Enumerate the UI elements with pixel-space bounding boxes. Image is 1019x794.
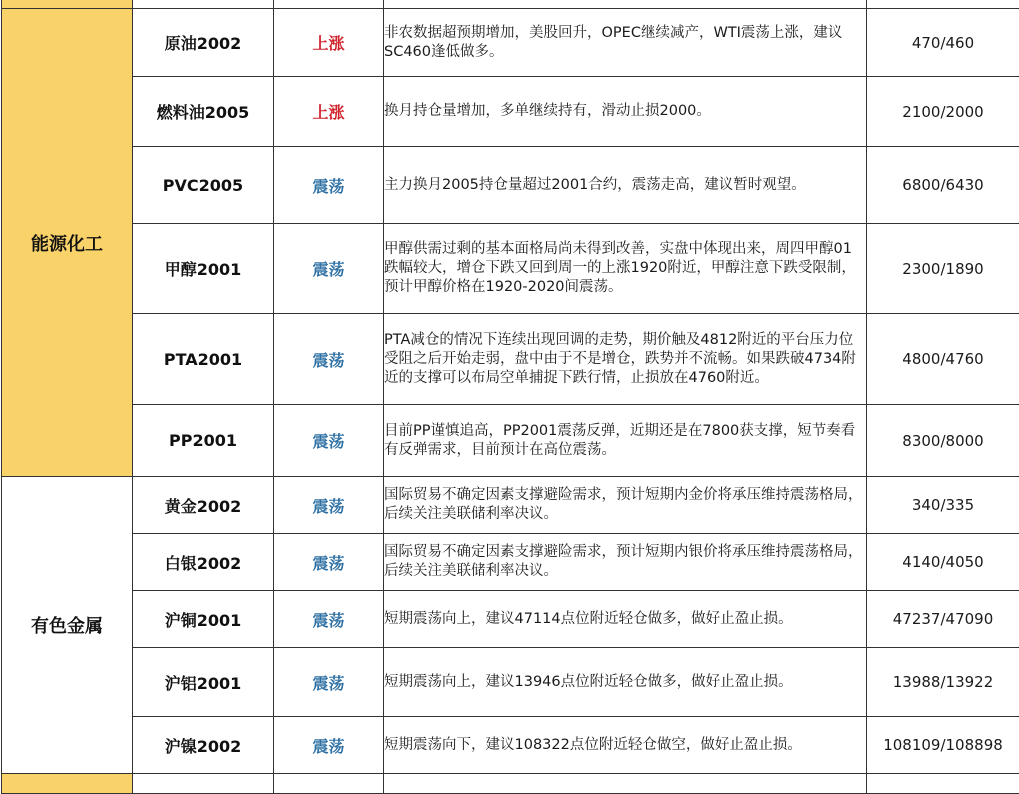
strategy-comment: 主力换月2005持仓量超过2001合约，震荡走高，建议暂时观望。 xyxy=(384,147,867,224)
contract-name: 黄金2002 xyxy=(133,477,274,534)
table-row xyxy=(2,224,1019,314)
strategy-comment: PTA减仓的情况下连续出现回调的走势，期价触及4812附近的平台压力位受阻之后开始走弱，盘中由于不是增仓，跌势并不流畅。如果跌破4734附近的支撑可以布局空单捕捉下跌行情，止损放在4760附近。 xyxy=(384,314,867,405)
price-levels: 340/335 xyxy=(867,477,1019,534)
strategy-comment: 短期震荡向上，建议47114点位附近轻仓做多，做好止盈止损。 xyxy=(384,591,867,648)
contract-name: 白银2002 xyxy=(133,534,274,591)
category-cell-cutoff xyxy=(2,0,133,9)
table-row xyxy=(2,648,1019,717)
price-levels: 108109/108898 xyxy=(867,717,1019,774)
trend-label: 上涨 xyxy=(274,9,384,77)
price-levels: 8300/8000 xyxy=(867,405,1019,477)
trend-label: 震荡 xyxy=(274,717,384,774)
contract-name: 原油2002 xyxy=(133,9,274,77)
contract-name: 沪铝2001 xyxy=(133,648,274,717)
price-levels: 4800/4760 xyxy=(867,314,1019,405)
comment-cell-cutoff xyxy=(384,774,867,794)
trend-label: 震荡 xyxy=(274,648,384,717)
trend-label: 震荡 xyxy=(274,477,384,534)
price-levels: 47237/47090 xyxy=(867,591,1019,648)
category-cell: 有色金属 xyxy=(2,477,133,774)
price-cell-cutoff xyxy=(867,774,1019,794)
strategy-comment: 目前PP谨慎追高，PP2001震荡反弹，近期还是在7800获支撑，短节奏看有反弹需求，目前预计在高位震荡。 xyxy=(384,405,867,477)
trend-label: 震荡 xyxy=(274,405,384,477)
table-row xyxy=(2,717,1019,774)
comment-cell-cutoff xyxy=(384,0,867,9)
trend-label: 震荡 xyxy=(274,534,384,591)
contract-name: 沪铜2001 xyxy=(133,591,274,648)
table-body xyxy=(2,0,1019,794)
strategy-comment: 非农数据超预期增加，美股回升，OPEC继续减产，WTI震荡上涨，建议SC460逢低做多。 xyxy=(384,9,867,77)
price-levels: 6800/6430 xyxy=(867,147,1019,224)
strategy-comment: 国际贸易不确定因素支撑避险需求，预计短期内金价将承压维持震荡格局，后续关注美联储利率决议。 xyxy=(384,477,867,534)
contract-cell-cutoff xyxy=(133,0,274,9)
contract-name: PP2001 xyxy=(133,405,274,477)
trend-label: 震荡 xyxy=(274,147,384,224)
price-levels: 2100/2000 xyxy=(867,77,1019,147)
contract-name: PVC2005 xyxy=(133,147,274,224)
strategy-comment: 短期震荡向上，建议13946点位附近轻仓做多，做好止盈止损。 xyxy=(384,648,867,717)
trend-label: 震荡 xyxy=(274,224,384,314)
price-levels: 470/460 xyxy=(867,9,1019,77)
trend-cell-cutoff xyxy=(274,0,384,9)
price-levels: 2300/1890 xyxy=(867,224,1019,314)
strategy-comment: 国际贸易不确定因素支撑避险需求，预计短期内银价将承压维持震荡格局，后续关注美联储利率决议。 xyxy=(384,534,867,591)
contract-name: 沪镍2002 xyxy=(133,717,274,774)
category-cell: 能源化工 xyxy=(2,9,133,477)
contract-name: 甲醇2001 xyxy=(133,224,274,314)
trend-label: 上涨 xyxy=(274,77,384,147)
contract-name: 燃料油2005 xyxy=(133,77,274,147)
strategy-comment: 换月持仓量增加，多单继续持有，滑动止损2000。 xyxy=(384,77,867,147)
trend-label: 震荡 xyxy=(274,314,384,405)
futures-strategy-table xyxy=(1,0,1019,794)
table-row xyxy=(2,534,1019,591)
table-row xyxy=(2,9,1019,77)
strategy-comment: 短期震荡向下，建议108322点位附近轻仓做空，做好止盈止损。 xyxy=(384,717,867,774)
table-row xyxy=(2,591,1019,648)
category-cell-cutoff xyxy=(2,774,133,794)
table-row xyxy=(2,314,1019,405)
table-row xyxy=(2,77,1019,147)
table-row-cutoff-top xyxy=(2,0,1019,9)
trend-label: 震荡 xyxy=(274,591,384,648)
table-row xyxy=(2,477,1019,534)
price-levels: 4140/4050 xyxy=(867,534,1019,591)
contract-cell-cutoff xyxy=(133,774,274,794)
trend-cell-cutoff xyxy=(274,774,384,794)
strategy-comment: 甲醇供需过剩的基本面格局尚未得到改善，实盘中体现出来，周四甲醇01跌幅较大，增仓下跌又回到周一的上涨1920附近，甲醇注意下跌受限制，预计甲醇价格在1920-2020间震荡。 xyxy=(384,224,867,314)
table-row xyxy=(2,405,1019,477)
table-row xyxy=(2,147,1019,224)
price-cell-cutoff xyxy=(867,0,1019,9)
contract-name: PTA2001 xyxy=(133,314,274,405)
table-row-cutoff-bottom xyxy=(2,774,1019,794)
price-levels: 13988/13922 xyxy=(867,648,1019,717)
